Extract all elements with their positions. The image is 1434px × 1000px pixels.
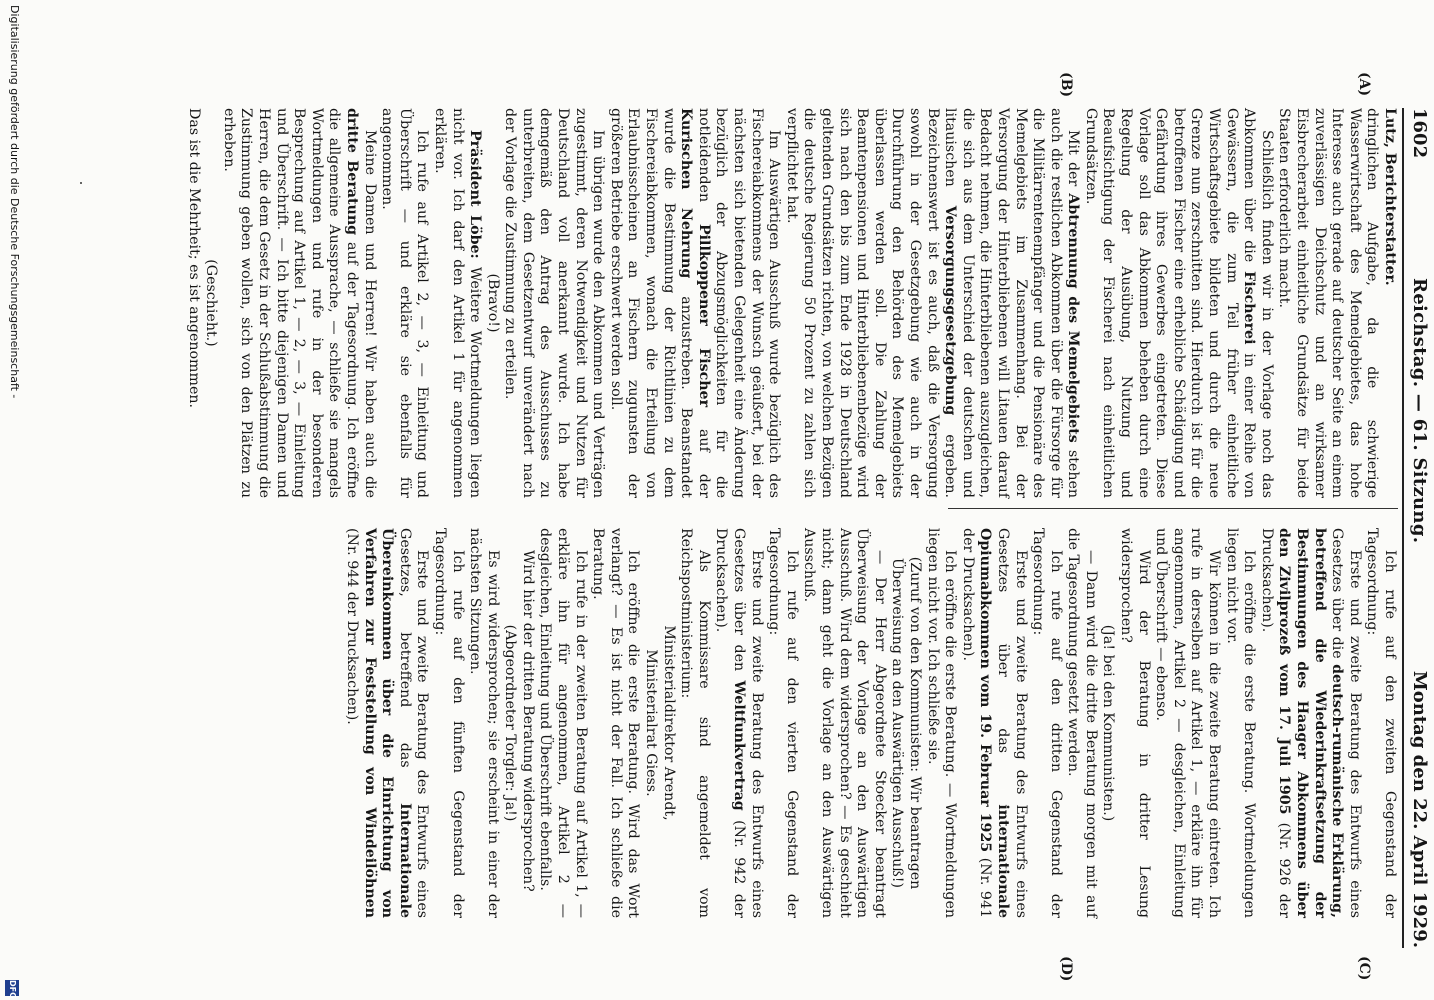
paragraph: Ich rufe auf Artikel 2, — 3, — Einleitung und Überschrift — und erkläre sie ebenfalls für angenommen. [379, 108, 431, 498]
agenda-item: Erste und zweite Beratung des Entwurfs eines Gesetzes über die deutsch-rumänische Erklärung, betreffend die Wiederinkraftsetzung der Bestimmungen des Haager Abkommens über den Zivilprozeß vom 17. Juli 1905 (Nr. 926 der Drucksachen). [1258, 528, 1363, 918]
interjection: (Abgeordneter Torgler: Ja!) [502, 624, 519, 822]
agenda-item: Erste und zweite Beratung des Entwurfs eines Gesetzes über das internationale Opiumabkommen vom 19. Februar 1925 (Nr. 941 der Drucksachen). [959, 528, 1029, 918]
interjection: (Bravo!) [484, 273, 501, 333]
right-column [342, 528, 1398, 918]
speaker-line: Lutz, Berichterstatter. [1382, 108, 1398, 286]
paragraph: Schließlich finden wir in der Vorlage noch das Abkommen über die Fischerei in einer Reihe von Gewässern, die zum Teil früher einheitliche Wirtschaftsgebiete bildeten und durch die neue Grenze nun zerschnitten sind. Hierdurch ist für die betroffenen Fischer eine erhebliche Schädigung und Gefährdung ihres Gewerbes eingetreten. Diese Vorlage soll das Abkommen beheben durch eine Regelung der Ausübung, Nutzung und Beaufsichtigung der Fischerei nach einheitlichen Grundsätzen. [1082, 108, 1275, 498]
paragraph: Wird hier der dritten Beratung widersprochen? [519, 550, 536, 892]
header-rule [1402, 108, 1404, 948]
paragraph: Ich eröffne die erste Beratung. Wird das Wort verlangt? — Es ist nicht der Fall. Ich schließe die Beratung. [590, 528, 642, 918]
paragraph: Ich rufe auf den zweiten Gegenstand der Tagesordnung: [1364, 528, 1398, 918]
paragraph: Wir können in die zweite Beratung eintreten. Ich rufe in derselben auf Artikel 1, — erkläre ihn für angenommen, Artikel 2 — desgleichen, Einleitung und Überschrift — ebenso. [1153, 528, 1223, 918]
paragraph: Ich rufe auf den dritten Gegenstand der Tagesordnung: [1030, 528, 1064, 918]
agenda-item: Erste und zweite Beratung des Entwurfs eines Gesetzes, betreffend das Internationale Übereinkommen über die Einrichtung von Verfahren zur Feststellung von Windeilöhnen (Nr. 944 der Drucksachen). [343, 528, 431, 918]
page-header [1406, 108, 1434, 948]
interjection: (Ja! bei den Kommunisten.) [1100, 624, 1117, 822]
column-divider [948, 508, 1398, 509]
paragraph: Meine Damen und Herren! Wir haben auch die dritte Beratung auf der Tagesordnung. Ich eröffne die allgemeine Aussprache, — schließe sie mangels Wortmeldungen und rufe in der besonderen Besprechung auf Artikel 1, — 2, — 3, — Einleitung und Überschrift. — Ich bitte diejenigen Damen und Herren, die dem Gesetz in der Schlußabstimmung die Zustimmung geben wollen, sich von den Plätzen zu erheben. [220, 108, 378, 498]
interjection: (Zuruf von den Kommunisten: Wir beantragen Überweisung an den Auswärtigen Ausschuß!) [889, 556, 923, 890]
page-title: Reichstag. — 61. Sitzung. [1409, 278, 1430, 544]
paragraph: Ich eröffne die erste Beratung. — Wortmeldungen liegen nicht vor. Ich schließe sie. [924, 528, 959, 918]
margin-marker-a: (A) [1356, 72, 1372, 97]
page-number: 1602 [1409, 108, 1430, 159]
paragraph: Als Kommissare sind angemeldet vom Reichspostministerium: [678, 528, 712, 918]
left-column [184, 108, 1398, 498]
digitization-notice: Digitalisierung gefördert durch die Deutsche Forschungsgemeinschaft - [8, 5, 21, 399]
dfg-logo: DFG [5, 980, 19, 996]
commissioner: Ministerialrat Giess. [643, 649, 660, 797]
agenda-item: Erste und zweite Beratung des Entwurfs eines Gesetzes über den Weltfunkvertrag (Nr. 942 der Drucksachen). [713, 528, 765, 918]
margin-marker-c: (C) [1356, 956, 1372, 981]
page-date: Montag den 22. April 1929. [1409, 670, 1430, 948]
paragraph: Ich rufe auf den fünften Gegenstand der Tagesordnung: [431, 528, 466, 918]
paragraph: — Dann wird die dritte Beratung morgen mit auf die Tagesordnung gesetzt werden. [1065, 528, 1099, 918]
paragraph: Wird der Beratung in dritter Lesung widersprochen? [1118, 528, 1152, 918]
commissioner: Ministerialdirektor Arendt, [660, 625, 677, 821]
paragraph: Ich rufe auf den vierten Gegenstand der Tagesordnung: [766, 528, 800, 918]
margin-marker-d: (D) [1058, 956, 1074, 982]
paragraph: Im übrigen wurde den Abkommen und Verträgen zugestimmt, deren Notwendigkeit und Nutzen für Deutschland voll anerkannt wurde. Ich habe demgemäß den Antrag des Ausschusses zu unterbreiten, dem Gesetzentwurf unverändert nach der Vorlage die Zustimmung zu erteilen. [502, 108, 607, 498]
interjection: (Geschieht.) [203, 259, 220, 347]
paragraph: — Der Herr Abgeordnete Stoecker beantragt Überweisung der Vorlage an den Auswärtigen Ausschuß. Wird dem widersprochen? — Es geschieht nicht; dann geht die Vorlage an den Auswärtigen Ausschuß. [801, 528, 888, 918]
president-statement: Präsident Löbe: Weitere Wortmeldungen liegen nicht vor. Ich darf den Artikel 1 für angenommen erklären. [431, 108, 484, 498]
margin-marker-b: (B) [1058, 72, 1074, 98]
paragraph: Es wird widersprochen; sie erscheint in einer der nächsten Sitzungen. [467, 528, 501, 918]
paragraph: Mit der Abtrennung des Memelgebiets stehen auch die restlichen Abkommen über die Fürsorge für die Militärrentenempfänger und die Pensionäre des Memelgebiets im Zusammenhang. Bei der Versorgung der Hinterbliebenen will Litauen darauf Bedacht nehmen, die Hinterbliebenen auszugleichen, die sich aus dem Unterschied der deutschen und litauischen Versorgungsgesetzgebung ergeben. Bezeichnenswert ist es auch, daß die Versorgung sowohl in der Gesetzgebung wie auch in der Durchführung den Behörden des Memelgebiets überlassen werden soll. Die Zahlung der Beamtenpensionen und Hinterbliebenenbezüge wird sich nach den bis zum Ende 1928 in Deutschland geltenden Grundsätzen richten, von welchen Bezügen die deutsche Regierung 50 Prozent zu zahlen sich verpflichtet hat. [783, 108, 1082, 498]
page-footer [0, 0, 24, 1000]
paragraph: Im Auswärtigen Ausschuß wurde bezüglich des Fischereiabkommens der Wunsch geäußert, bei der nächsten sich bietenden Gelegenheit eine Änderung bezüglich der Abzugsmöglichkeiten für die notleidenden Pillkoppener Fischer auf der Kurischen Nehrung anzustreben. Beanstandet wurde die Bestimmung der Richtlinien zu dem Fischereiabkommen, wonach die Erteilung von Erlaubnisscheinen an Fischern zugunsten der größeren Betriebe erschwert werden soll. [607, 108, 783, 498]
paragraph: dringlichen Aufgabe, da die schwierige Wasserwirtschaft des Memelgebietes, das hohe Interesse auch gerade auf deutscher Seite an einem zuverlässigen Deichschutz und an wirksamer Eisbrecherarbeit einheitliche Grundsätze für beide Staaten erforderlich macht. [1276, 108, 1381, 498]
paragraph: Ich rufe in der zweiten Beratung auf Artikel 1, — erkläre ihn für angenommen, Artikel 2 — desgleichen, Einleitung und Überschrift ebenfalls. [537, 528, 589, 918]
paragraph: Ich eröffne die erste Beratung. Wortmeldungen liegen nicht vor. [1223, 528, 1258, 918]
paragraph: Das ist die Mehrheit; es ist angenommen. [185, 108, 202, 409]
